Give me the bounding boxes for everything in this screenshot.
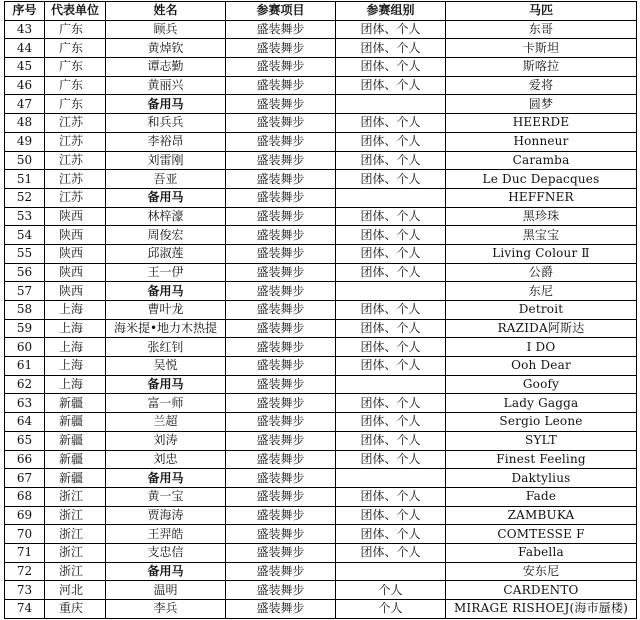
cell-group: 团体、个人 — [336, 263, 446, 282]
cell-unit: 陕西 — [45, 263, 106, 282]
cell-group: 团体、个人 — [336, 207, 446, 226]
cell-group: 团体、个人 — [336, 114, 446, 133]
cell-horse: Le Duc Depacques — [446, 170, 637, 189]
table-row — [5, 357, 637, 376]
cell-name: 邱淑莲 — [106, 244, 226, 263]
cell-unit: 浙江 — [45, 562, 106, 581]
cell-event: 盛装舞步 — [226, 543, 336, 562]
cell-unit: 广东 — [45, 58, 106, 77]
cell-horse: SYLT — [446, 431, 637, 450]
table-row — [5, 600, 637, 619]
cell-name: 支忠信 — [106, 543, 226, 562]
cell-no: 49 — [5, 132, 45, 151]
cell-no: 51 — [5, 170, 45, 189]
cell-group: 团体、个人 — [336, 506, 446, 525]
header-unit: 代表单位 — [45, 2, 106, 21]
cell-no: 63 — [5, 394, 45, 413]
cell-unit: 陕西 — [45, 207, 106, 226]
cell-group: 团体、个人 — [336, 543, 446, 562]
cell-event: 盛装舞步 — [226, 319, 336, 338]
cell-no: 74 — [5, 600, 45, 619]
cell-horse: COMTESSE F — [446, 525, 637, 544]
table-row — [5, 20, 637, 39]
cell-unit: 浙江 — [45, 506, 106, 525]
table-body — [5, 20, 637, 618]
cell-group: 团体、个人 — [336, 58, 446, 77]
cell-name: 备用马 — [106, 375, 226, 394]
cell-name: 李裕昂 — [106, 132, 226, 151]
cell-name: 备用马 — [106, 282, 226, 301]
cell-event: 盛装舞步 — [226, 132, 336, 151]
cell-group: 团体、个人 — [336, 226, 446, 245]
cell-group: 团体、个人 — [336, 244, 446, 263]
cell-unit: 河北 — [45, 581, 106, 600]
cell-event: 盛装舞步 — [226, 282, 336, 301]
cell-unit: 江苏 — [45, 188, 106, 207]
cell-name: 备用马 — [106, 562, 226, 581]
cell-no: 57 — [5, 282, 45, 301]
cell-group: 团体、个人 — [336, 151, 446, 170]
header-group: 参赛组别 — [336, 2, 446, 21]
cell-horse: Daktylius — [446, 469, 637, 488]
cell-horse: Detroit — [446, 301, 637, 320]
cell-group: 团体、个人 — [336, 170, 446, 189]
header-horse: 马匹 — [446, 2, 637, 21]
table-row — [5, 525, 637, 544]
cell-no: 64 — [5, 413, 45, 432]
cell-event: 盛装舞步 — [226, 431, 336, 450]
cell-no: 47 — [5, 95, 45, 114]
cell-group — [336, 469, 446, 488]
cell-name: 兰超 — [106, 413, 226, 432]
cell-horse: RAZIDA阿斯达 — [446, 319, 637, 338]
cell-event: 盛装舞步 — [226, 600, 336, 619]
table-row — [5, 562, 637, 581]
entries-table — [4, 1, 637, 619]
cell-name: 备用马 — [106, 188, 226, 207]
table-row — [5, 301, 637, 320]
cell-group: 团体、个人 — [336, 413, 446, 432]
cell-unit: 广东 — [45, 76, 106, 95]
cell-horse: HEFFNER — [446, 188, 637, 207]
cell-horse: Caramba — [446, 151, 637, 170]
cell-no: 43 — [5, 20, 45, 39]
cell-unit: 江苏 — [45, 114, 106, 133]
cell-unit: 新疆 — [45, 394, 106, 413]
cell-event: 盛装舞步 — [226, 562, 336, 581]
cell-name: 备用马 — [106, 95, 226, 114]
cell-no: 44 — [5, 39, 45, 58]
header-no: 序号 — [5, 2, 45, 21]
table-row — [5, 394, 637, 413]
cell-group: 个人 — [336, 600, 446, 619]
cell-event: 盛装舞步 — [226, 301, 336, 320]
cell-horse: 爱将 — [446, 76, 637, 95]
cell-name: 黄焯钦 — [106, 39, 226, 58]
cell-horse: CARDENTO — [446, 581, 637, 600]
cell-unit: 江苏 — [45, 151, 106, 170]
cell-unit: 上海 — [45, 357, 106, 376]
cell-group: 团体、个人 — [336, 487, 446, 506]
cell-event: 盛装舞步 — [226, 263, 336, 282]
cell-unit: 陕西 — [45, 244, 106, 263]
cell-group: 团体、个人 — [336, 357, 446, 376]
cell-event: 盛装舞步 — [226, 151, 336, 170]
cell-no: 69 — [5, 506, 45, 525]
cell-no: 62 — [5, 375, 45, 394]
cell-no: 72 — [5, 562, 45, 581]
cell-group: 团体、个人 — [336, 394, 446, 413]
cell-event: 盛装舞步 — [226, 207, 336, 226]
cell-horse: Sergio Leone — [446, 413, 637, 432]
cell-unit: 新疆 — [45, 450, 106, 469]
cell-horse: HEERDE — [446, 114, 637, 133]
cell-no: 56 — [5, 263, 45, 282]
cell-horse: 东哥 — [446, 20, 637, 39]
table-row — [5, 581, 637, 600]
cell-event: 盛装舞步 — [226, 226, 336, 245]
cell-unit: 浙江 — [45, 525, 106, 544]
table-row — [5, 226, 637, 245]
cell-no: 52 — [5, 188, 45, 207]
cell-name: 备用马 — [106, 469, 226, 488]
cell-unit: 广东 — [45, 95, 106, 114]
cell-unit: 上海 — [45, 301, 106, 320]
cell-event: 盛装舞步 — [226, 188, 336, 207]
table-row — [5, 132, 637, 151]
cell-event: 盛装舞步 — [226, 244, 336, 263]
cell-event: 盛装舞步 — [226, 506, 336, 525]
cell-name: 林梓濠 — [106, 207, 226, 226]
cell-no: 54 — [5, 226, 45, 245]
table-row — [5, 263, 637, 282]
table-row — [5, 506, 637, 525]
cell-no: 67 — [5, 469, 45, 488]
cell-group: 团体、个人 — [336, 525, 446, 544]
cell-name: 顾兵 — [106, 20, 226, 39]
cell-name: 黄丽兴 — [106, 76, 226, 95]
cell-name: 刘忠 — [106, 450, 226, 469]
cell-group: 团体、个人 — [336, 301, 446, 320]
cell-no: 50 — [5, 151, 45, 170]
cell-horse: 圆梦 — [446, 95, 637, 114]
cell-event: 盛装舞步 — [226, 394, 336, 413]
cell-unit: 新疆 — [45, 431, 106, 450]
cell-unit: 上海 — [45, 375, 106, 394]
cell-horse: 公爵 — [446, 263, 637, 282]
cell-event: 盛装舞步 — [226, 76, 336, 95]
table-row — [5, 114, 637, 133]
cell-no: 70 — [5, 525, 45, 544]
cell-no: 71 — [5, 543, 45, 562]
cell-group: 团体、个人 — [336, 20, 446, 39]
cell-name: 海米提•地力木热提 — [106, 319, 226, 338]
cell-no: 61 — [5, 357, 45, 376]
cell-name: 吾亚 — [106, 170, 226, 189]
cell-unit: 上海 — [45, 338, 106, 357]
cell-unit: 江苏 — [45, 132, 106, 151]
cell-no: 66 — [5, 450, 45, 469]
table-row — [5, 375, 637, 394]
cell-horse: Finest Feeling — [446, 450, 637, 469]
cell-name: 周俊宏 — [106, 226, 226, 245]
cell-horse: 黑珍珠 — [446, 207, 637, 226]
cell-group: 团体、个人 — [336, 450, 446, 469]
cell-event: 盛装舞步 — [226, 581, 336, 600]
cell-unit: 浙江 — [45, 543, 106, 562]
cell-group — [336, 188, 446, 207]
cell-name: 王一伊 — [106, 263, 226, 282]
table-row — [5, 487, 637, 506]
cell-unit: 新疆 — [45, 413, 106, 432]
cell-no: 46 — [5, 76, 45, 95]
cell-horse: Ooh Dear — [446, 357, 637, 376]
cell-horse: Living Colour Ⅱ — [446, 244, 637, 263]
cell-event: 盛装舞步 — [226, 338, 336, 357]
cell-event: 盛装舞步 — [226, 375, 336, 394]
cell-name: 刘涛 — [106, 431, 226, 450]
cell-no: 58 — [5, 301, 45, 320]
cell-group: 团体、个人 — [336, 76, 446, 95]
cell-event: 盛装舞步 — [226, 469, 336, 488]
cell-group: 团体、个人 — [336, 39, 446, 58]
cell-event: 盛装舞步 — [226, 525, 336, 544]
table-row — [5, 413, 637, 432]
cell-name: 张红钊 — [106, 338, 226, 357]
cell-name: 和兵兵 — [106, 114, 226, 133]
cell-unit: 新疆 — [45, 469, 106, 488]
cell-no: 48 — [5, 114, 45, 133]
header-row — [5, 2, 637, 21]
cell-horse: 安东尼 — [446, 562, 637, 581]
cell-unit: 陕西 — [45, 226, 106, 245]
cell-group — [336, 562, 446, 581]
cell-event: 盛装舞步 — [226, 413, 336, 432]
table-row — [5, 151, 637, 170]
cell-unit: 江苏 — [45, 170, 106, 189]
table-row — [5, 244, 637, 263]
cell-horse: 斯喀拉 — [446, 58, 637, 77]
cell-event: 盛装舞步 — [226, 95, 336, 114]
cell-group: 团体、个人 — [336, 338, 446, 357]
cell-name: 曹叶龙 — [106, 301, 226, 320]
cell-group: 团体、个人 — [336, 431, 446, 450]
table-row — [5, 95, 637, 114]
cell-event: 盛装舞步 — [226, 170, 336, 189]
table-row — [5, 338, 637, 357]
cell-name: 吴悦 — [106, 357, 226, 376]
table-row — [5, 469, 637, 488]
cell-group — [336, 95, 446, 114]
cell-event: 盛装舞步 — [226, 39, 336, 58]
cell-name: 谭志勤 — [106, 58, 226, 77]
cell-group: 团体、个人 — [336, 319, 446, 338]
cell-horse: 东尼 — [446, 282, 637, 301]
cell-horse: ZAMBUKA — [446, 506, 637, 525]
cell-unit: 广东 — [45, 39, 106, 58]
cell-group — [336, 282, 446, 301]
cell-unit: 重庆 — [45, 600, 106, 619]
cell-name: 李兵 — [106, 600, 226, 619]
cell-unit: 广东 — [45, 20, 106, 39]
cell-no: 59 — [5, 319, 45, 338]
table-row — [5, 39, 637, 58]
table-row — [5, 450, 637, 469]
table-row — [5, 188, 637, 207]
header-event: 参赛项目 — [226, 2, 336, 21]
cell-horse: Honneur — [446, 132, 637, 151]
cell-event: 盛装舞步 — [226, 450, 336, 469]
cell-horse: I DO — [446, 338, 637, 357]
cell-horse: 卡斯坦 — [446, 39, 637, 58]
table-row — [5, 207, 637, 226]
cell-unit: 上海 — [45, 319, 106, 338]
table-row — [5, 282, 637, 301]
cell-event: 盛装舞步 — [226, 114, 336, 133]
cell-no: 53 — [5, 207, 45, 226]
table-row — [5, 76, 637, 95]
cell-no: 68 — [5, 487, 45, 506]
cell-horse: Lady Gagga — [446, 394, 637, 413]
cell-horse: Goofy — [446, 375, 637, 394]
cell-horse: Fabella — [446, 543, 637, 562]
cell-name: 王羿皓 — [106, 525, 226, 544]
cell-horse: 黑宝宝 — [446, 226, 637, 245]
cell-event: 盛装舞步 — [226, 487, 336, 506]
cell-name: 贾海涛 — [106, 506, 226, 525]
cell-unit: 陕西 — [45, 282, 106, 301]
cell-group: 个人 — [336, 581, 446, 600]
cell-horse: Fade — [446, 487, 637, 506]
cell-event: 盛装舞步 — [226, 20, 336, 39]
header-name: 姓名 — [106, 2, 226, 21]
cell-horse: MIRAGE RISHOEJ(海市蜃楼) — [446, 600, 637, 619]
cell-no: 73 — [5, 581, 45, 600]
cell-event: 盛装舞步 — [226, 357, 336, 376]
cell-group: 团体、个人 — [336, 132, 446, 151]
cell-no: 55 — [5, 244, 45, 263]
cell-name: 黄一宝 — [106, 487, 226, 506]
cell-group — [336, 375, 446, 394]
cell-name: 刘雷刚 — [106, 151, 226, 170]
cell-no: 60 — [5, 338, 45, 357]
table-row — [5, 431, 637, 450]
table-row — [5, 170, 637, 189]
cell-name: 温明 — [106, 581, 226, 600]
cell-event: 盛装舞步 — [226, 58, 336, 77]
table-row — [5, 319, 637, 338]
cell-unit: 浙江 — [45, 487, 106, 506]
cell-no: 45 — [5, 58, 45, 77]
cell-name: 富一师 — [106, 394, 226, 413]
table-row — [5, 58, 637, 77]
cell-no: 65 — [5, 431, 45, 450]
table-row — [5, 543, 637, 562]
